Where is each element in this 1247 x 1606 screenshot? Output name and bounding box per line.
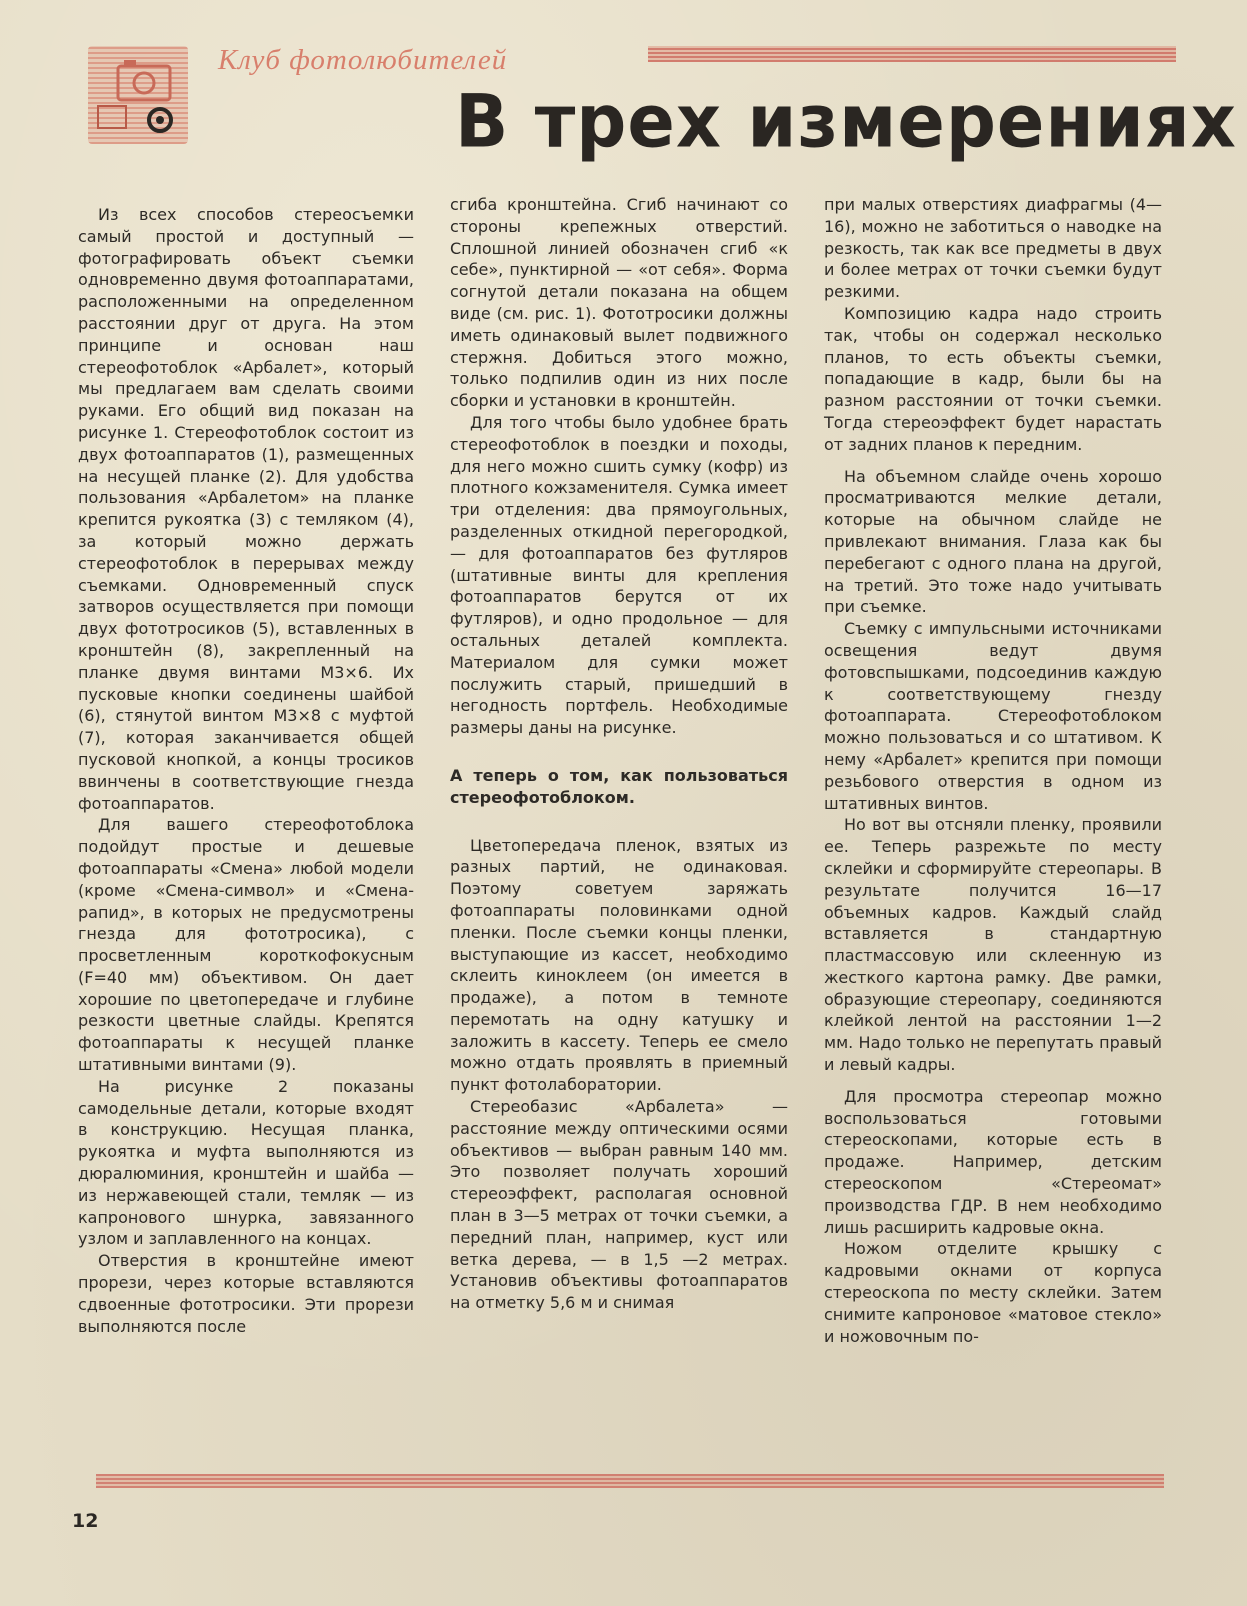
page-number: 12	[72, 1510, 99, 1532]
paragraph: Для вашего стереофотоблока подойдут простые и дешевые фотоаппараты «Смена» любой модели (кроме «Смена-символ» и «Смена-рапид», в которых не предусмотрены гнезда для фототросика), с просветленным короткофокусным (F=40 мм) объективом. Он дает хорошие по цветопередаче и глубине резкости цветные слайды. Крепятся фотоаппараты к несущей планке штативными винтами (9).	[78, 815, 414, 1075]
footer-decorative-band	[96, 1474, 1164, 1488]
paragraph: Из всех способов стереосъемки самый простой и доступный — фотографировать объект съемки одновременно двумя фотоаппаратами, расположенными на определенном расстоянии друг от друга. На этом принципе и основан наш стереофотоблок «Арбалет», который мы предлагаем вам сделать своими руками. Его общий вид показан на рисунке 1. Стереофотоблок состоит из двух фотоаппаратов (1), размещенных на несущей планке (2). Для удобства пользования «Арбалетом» на планке крепится рукоятка (3) с темляком (4), за который можно держать стереофотоблок в перерывах между съемками. Одновременный спуск затворов осуществляется при помощи двух фототросиков (5), вставленных в кронштейн (8), закрепленный на планке двумя винтами М3×6. Их пусковые кнопки соединены шайбой (6), стянутой винтом М3×8 с муфтой (7), которая заканчивается общей пусковой кнопкой, а концы тросиков ввинчены в соответствующие гнезда фотоаппаратов.	[78, 205, 414, 813]
paragraph: Для того чтобы было удобнее брать стереофотоблок в поездки и походы, для него можно сшить сумку (кофр) из плотного кожзаменителя. Сумка имеет три отделения: два прямоугольных, разделенных откидной перегородкой, — для фотоаппаратов без футляров (штативные винты для крепления фотоаппаратов берутся от их футляров), и одно продольное — для остальных деталей комплекта. Материалом для сумки может послужить старый, пришедший в негодность портфель. Необходимые размеры даны на рисунке.	[450, 412, 788, 738]
paragraph: Отверстия в кронштейне имеют прорези, через которые вставляются сдвоенные фототросики. Эти прорези выполняются после	[78, 1251, 414, 1336]
paragraph: сгиба кронштейна. Сгиб начинают со стороны крепежных отверстий. Сплошной линией обозначен сгиб «к себе», пунктирной — «от себя». Форма согнутой детали показана на общем виде (см. рис. 1). Фототросики должны иметь одинаковый вылет подвижного стержня. Добиться этого можно, только подпилив один из них после сборки и установки в кронштейн.	[450, 195, 788, 411]
text-column-2	[450, 194, 788, 1314]
paragraph: Съемку с импульсными источниками освещения ведут двумя фотовспышками, подсоединив каждую к соответствующему гнезду фотоаппарата. Стереофотоблоком можно пользоваться и со штативом. К нему «Арбалет» крепится при помощи резьбового отверстия в одном из штативных винтов.	[824, 619, 1162, 813]
section-subheading: А теперь о том, как пользоваться стереофотоблоком.	[450, 765, 788, 807]
text-column-3	[824, 194, 1162, 1347]
article-headline: В трех измерениях	[455, 78, 1237, 165]
text-column-1	[78, 204, 414, 1337]
paragraph: при малых отверстиях диафрагмы (4—16), можно не заботиться о наводке на резкость, так как все предметы в двух и более метрах от точки съемки будут резкими.	[824, 195, 1162, 302]
paragraph: На объемном слайде очень хорошо просматриваются мелкие детали, которые на обычном слайде не привлекают внимания. Глаза как бы перебегают с одного плана на другой, на третий. Это тоже надо учитывать при съемке.	[824, 466, 1162, 617]
club-logo	[88, 46, 188, 144]
header-decorative-band	[648, 46, 1176, 62]
paragraph: Ножом отделите крышку с кадровыми окнами от корпуса стереоскопа по месту склейки. Затем снимите капроновое «матовое стекло» и ножовочным по-	[824, 1239, 1162, 1346]
paragraph: Стереобазис «Арбалета» — расстояние между оптическими осями объективов — выбран равным 140 мм. Это позволяет получать хороший стереоэффект, располагая основной план в 3—5 метрах от точки съемки, а передний план, например, куст или ветка дерева, — в 1,5 —2 метрах. Установив объективы фотоаппаратов на отметку 5,6 м и снимая	[450, 1097, 788, 1313]
camera-icon	[88, 46, 188, 144]
paragraph: Композицию кадра надо строить так, чтобы он содержал несколько планов, то есть объекты съемки, попадающие в кадр, были бы на разном расстоянии от точки съемки. Тогда стереоэффект будет нарастать от задних планов к передним.	[824, 303, 1162, 454]
club-title: Клуб фотолюбителей	[218, 44, 508, 76]
paragraph: Для просмотра стереопар можно воспользоваться готовыми стереоскопами, которые есть в продаже. Например, детским стереоскопом «Стереомат» производства ГДР. В нем необходимо лишь расширить кадровые окна.	[824, 1086, 1162, 1237]
paragraph: Но вот вы отсняли пленку, проявили ее. Теперь разрежьте по месту склейки и сформируйте стереопары. В результате получится 16—17 объемных кадров. Каждый слайд вставляется в стандартную пластмассовую или склеенную из жесткого картона рамку. Две рамки, образующие стереопару, соединяются клейкой лентой на расстоянии 1—2 мм. Надо только не перепутать правый и левый кадры.	[824, 815, 1162, 1075]
paragraph: Цветопередача пленок, взятых из разных партий, не одинаковая. Поэтому советуем заряжать фотоаппараты половинками одной пленки. После съемки концы пленки, выступающие из кассет, необходимо склеить киноклеем (он имеется в продаже), а потом в темноте перемотать на одну катушку и заложить в кассету. Теперь ее смело можно отдать проявлять в приемный пункт фотолаборатории.	[450, 835, 788, 1095]
paragraph: На рисунке 2 показаны самодельные детали, которые входят в конструкцию. Несущая планка, рукоятка и муфта выполняются из дюралюминия, кронштейн и шайба — из нержавеющей стали, темляк — из капронового шнурка, завязанного узлом и заплавленного на концах.	[78, 1076, 414, 1249]
